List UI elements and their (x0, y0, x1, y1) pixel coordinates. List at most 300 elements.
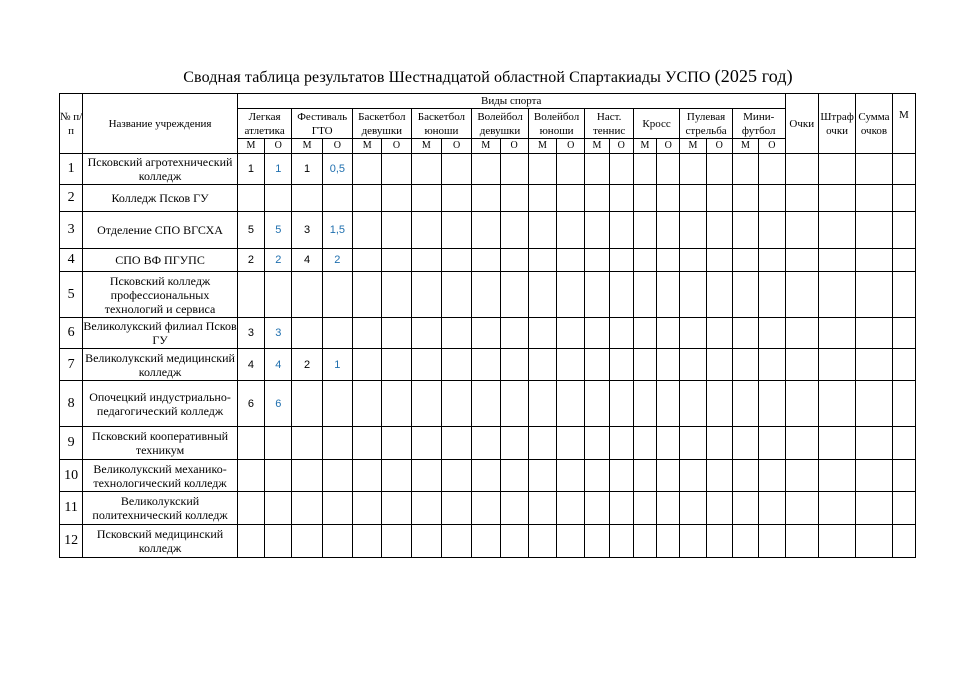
results-table (59, 93, 916, 558)
penalty-total-cell (818, 272, 855, 318)
points-cell (265, 525, 292, 558)
place-cell (732, 381, 758, 427)
place-cell (411, 318, 441, 349)
row-number: 4 (60, 249, 83, 272)
header-m: М (680, 139, 706, 154)
points-cell (382, 318, 411, 349)
place-cell (472, 460, 500, 492)
points-cell (657, 427, 680, 460)
institution-name: Колледж Псков ГУ (83, 185, 238, 212)
place-cell (472, 427, 500, 460)
place-cell (585, 492, 609, 525)
header-sum: Сумма очков (856, 94, 892, 154)
points-cell (609, 249, 633, 272)
points-cell (657, 249, 680, 272)
points-cell (557, 381, 585, 427)
points-cell (557, 272, 585, 318)
points-cell (609, 525, 633, 558)
place-cell (585, 525, 609, 558)
title-text: Сводная таблица результатов Шестнадцатой областной Спартакиады УСПО (183, 69, 711, 86)
points-cell (441, 492, 471, 525)
penalty-total-cell (818, 525, 855, 558)
points-cell (759, 318, 785, 349)
place-cell (353, 492, 382, 525)
points-cell (759, 212, 785, 249)
points-cell (609, 349, 633, 381)
row-number: 11 (60, 492, 83, 525)
points-cell (382, 492, 411, 525)
table-row (60, 212, 916, 249)
penalty-total-cell (818, 212, 855, 249)
points-cell (441, 460, 471, 492)
place-total-cell (892, 272, 915, 318)
points-cell (441, 427, 471, 460)
points-cell: 1 (322, 349, 352, 381)
place-cell (353, 318, 382, 349)
points-cell (657, 460, 680, 492)
place-cell (472, 349, 500, 381)
place-cell (472, 272, 500, 318)
points-cell (609, 154, 633, 185)
place-cell (680, 492, 706, 525)
points-cell (382, 427, 411, 460)
table-row (60, 154, 916, 185)
place-cell: 3 (292, 212, 322, 249)
points-cell (609, 460, 633, 492)
place-cell (732, 492, 758, 525)
points-cell (557, 212, 585, 249)
points-cell: 2 (265, 249, 292, 272)
points-cell (657, 492, 680, 525)
place-cell (411, 154, 441, 185)
points-cell (322, 185, 352, 212)
place-total-cell (892, 427, 915, 460)
place-cell (292, 272, 322, 318)
place-cell (633, 381, 656, 427)
points-cell (706, 381, 732, 427)
sum-total-cell (856, 185, 892, 212)
points-total-cell (785, 492, 818, 525)
header-o: О (657, 139, 680, 154)
table-row (60, 460, 916, 492)
place-cell (528, 212, 556, 249)
points-cell (382, 525, 411, 558)
points-cell (500, 212, 528, 249)
header-m: М (528, 139, 556, 154)
points-cell (500, 525, 528, 558)
points-cell (657, 381, 680, 427)
table-row (60, 381, 916, 427)
place-cell (411, 525, 441, 558)
header-o: О (441, 139, 471, 154)
points-cell (322, 427, 352, 460)
institution-name: СПО ВФ ПГУПС (83, 249, 238, 272)
points-cell (500, 349, 528, 381)
place-cell (680, 525, 706, 558)
points-cell (441, 349, 471, 381)
points-cell (657, 525, 680, 558)
place-cell (680, 381, 706, 427)
place-cell (237, 525, 264, 558)
place-cell: 4 (292, 249, 322, 272)
points-cell (759, 185, 785, 212)
place-cell (732, 154, 758, 185)
place-cell (585, 460, 609, 492)
institution-name: Великолукский политехнический колледж (83, 492, 238, 525)
points-cell (706, 272, 732, 318)
place-total-cell (892, 318, 915, 349)
header-sport: Легкая атлетика (237, 109, 292, 139)
points-total-cell (785, 154, 818, 185)
table-row (60, 185, 916, 212)
points-cell: 4 (265, 349, 292, 381)
place-cell (353, 525, 382, 558)
place-cell (353, 427, 382, 460)
place-cell (292, 427, 322, 460)
points-cell (557, 154, 585, 185)
points-cell (500, 460, 528, 492)
points-total-cell (785, 427, 818, 460)
points-cell (706, 185, 732, 212)
place-cell (680, 349, 706, 381)
place-cell (528, 249, 556, 272)
points-cell (441, 272, 471, 318)
points-cell (706, 318, 732, 349)
points-cell (609, 212, 633, 249)
place-cell (585, 272, 609, 318)
place-total-cell (892, 185, 915, 212)
place-cell (411, 272, 441, 318)
points-cell (657, 185, 680, 212)
place-cell (528, 349, 556, 381)
points-cell (441, 318, 471, 349)
place-cell (680, 212, 706, 249)
points-cell (759, 525, 785, 558)
sum-total-cell (856, 349, 892, 381)
header-sports-group: Виды спорта (237, 94, 785, 109)
points-cell: 1 (265, 154, 292, 185)
place-total-cell (892, 212, 915, 249)
points-total-cell (785, 212, 818, 249)
place-cell (472, 249, 500, 272)
points-cell (706, 249, 732, 272)
header-sport: Волейбол юноши (528, 109, 585, 139)
header-m: М (411, 139, 441, 154)
points-cell (557, 185, 585, 212)
header-sport: Кросс (633, 109, 679, 139)
points-cell (500, 381, 528, 427)
points-cell (557, 349, 585, 381)
place-cell (680, 427, 706, 460)
table-row (60, 249, 916, 272)
row-number: 6 (60, 318, 83, 349)
place-cell (411, 185, 441, 212)
place-cell (292, 525, 322, 558)
points-cell (759, 272, 785, 318)
place-cell (237, 460, 264, 492)
points-cell (500, 185, 528, 212)
place-cell (411, 427, 441, 460)
points-cell (265, 185, 292, 212)
points-cell (609, 492, 633, 525)
place-cell (411, 492, 441, 525)
points-cell (322, 492, 352, 525)
points-cell (609, 185, 633, 212)
sum-total-cell (856, 492, 892, 525)
points-cell (657, 318, 680, 349)
place-cell (732, 272, 758, 318)
header-sport: Волейбол девушки (472, 109, 529, 139)
points-total-cell (785, 249, 818, 272)
table-row (60, 318, 916, 349)
row-number: 12 (60, 525, 83, 558)
place-cell (237, 492, 264, 525)
points-cell (609, 318, 633, 349)
header-sport: Баскетбол девушки (353, 109, 412, 139)
institution-name: Отделение СПО ВГСХА (83, 212, 238, 249)
points-cell (500, 249, 528, 272)
points-cell (759, 249, 785, 272)
penalty-total-cell (818, 381, 855, 427)
place-cell (472, 185, 500, 212)
place-cell (353, 185, 382, 212)
place-cell (237, 272, 264, 318)
sum-total-cell (856, 272, 892, 318)
points-cell (441, 212, 471, 249)
header-o: О (265, 139, 292, 154)
place-cell (237, 185, 264, 212)
points-cell (382, 381, 411, 427)
points-total-cell (785, 349, 818, 381)
place-cell (633, 427, 656, 460)
points-cell (657, 349, 680, 381)
points-total-cell (785, 272, 818, 318)
points-cell (706, 212, 732, 249)
place-cell (353, 381, 382, 427)
place-cell (680, 185, 706, 212)
header-o: О (382, 139, 411, 154)
header-sport: Фестиваль ГТО (292, 109, 353, 139)
points-cell (265, 492, 292, 525)
penalty-total-cell (818, 185, 855, 212)
place-cell (633, 212, 656, 249)
place-cell (528, 525, 556, 558)
place-cell (472, 154, 500, 185)
place-cell (472, 492, 500, 525)
header-o: О (759, 139, 785, 154)
header-o: О (500, 139, 528, 154)
institution-name: Псковский колледж профессиональных технологий и сервиса (83, 272, 238, 318)
place-cell (472, 212, 500, 249)
place-cell (237, 427, 264, 460)
points-cell: 2 (322, 249, 352, 272)
points-cell (706, 460, 732, 492)
table-row (60, 272, 916, 318)
institution-name: Великолукский механико-технологический колледж (83, 460, 238, 492)
header-m: М (353, 139, 382, 154)
place-cell (292, 381, 322, 427)
place-cell (411, 212, 441, 249)
place-cell (585, 318, 609, 349)
header-o: О (557, 139, 585, 154)
header-name: Название учреждения (83, 94, 238, 154)
row-number: 9 (60, 427, 83, 460)
place-cell: 1 (292, 154, 322, 185)
points-cell (322, 460, 352, 492)
place-cell (633, 249, 656, 272)
place-cell: 2 (292, 349, 322, 381)
place-cell (472, 525, 500, 558)
place-total-cell (892, 492, 915, 525)
place-cell (633, 154, 656, 185)
points-cell (706, 492, 732, 525)
points-cell (500, 272, 528, 318)
place-cell: 1 (237, 154, 264, 185)
header-o: О (322, 139, 352, 154)
place-cell (633, 272, 656, 318)
place-cell (732, 525, 758, 558)
place-cell (732, 212, 758, 249)
points-cell (759, 154, 785, 185)
sum-total-cell (856, 525, 892, 558)
title-year: (2025 год) (714, 66, 793, 86)
points-total-cell (785, 318, 818, 349)
place-total-cell (892, 249, 915, 272)
penalty-total-cell (818, 427, 855, 460)
place-cell (732, 427, 758, 460)
header-penalty: Штраф очки (818, 94, 855, 154)
points-cell (382, 349, 411, 381)
row-number: 1 (60, 154, 83, 185)
place-cell (353, 249, 382, 272)
header-o: О (609, 139, 633, 154)
table-row (60, 427, 916, 460)
place-cell (528, 318, 556, 349)
header-num: № п/п (60, 94, 83, 154)
header-m: М (585, 139, 609, 154)
points-cell (382, 460, 411, 492)
penalty-total-cell (818, 492, 855, 525)
points-cell (759, 460, 785, 492)
place-cell (633, 460, 656, 492)
header-sport: Мини-футбол (732, 109, 785, 139)
points-cell (382, 154, 411, 185)
header-sport: Наст. теннис (585, 109, 634, 139)
place-cell (680, 272, 706, 318)
place-cell: 5 (237, 212, 264, 249)
penalty-total-cell (818, 249, 855, 272)
place-total-cell (892, 154, 915, 185)
place-cell (411, 460, 441, 492)
header-m: М (292, 139, 322, 154)
table-row (60, 349, 916, 381)
place-cell: 2 (237, 249, 264, 272)
points-cell (441, 154, 471, 185)
points-cell (382, 185, 411, 212)
place-cell (292, 185, 322, 212)
header-m: М (472, 139, 500, 154)
place-cell (585, 427, 609, 460)
header-m: М (732, 139, 758, 154)
sum-total-cell (856, 427, 892, 460)
place-total-cell (892, 525, 915, 558)
header-o: О (706, 139, 732, 154)
row-number: 5 (60, 272, 83, 318)
points-cell (441, 249, 471, 272)
points-cell (609, 427, 633, 460)
points-cell (759, 427, 785, 460)
institution-name: Псковский кооперативный техникум (83, 427, 238, 460)
points-cell (382, 249, 411, 272)
points-cell (500, 154, 528, 185)
points-cell (322, 381, 352, 427)
points-cell (441, 525, 471, 558)
place-cell (411, 349, 441, 381)
sum-total-cell (856, 212, 892, 249)
place-cell (633, 349, 656, 381)
place-cell (292, 460, 322, 492)
place-cell (353, 460, 382, 492)
header-sport: Пулевая стрельба (680, 109, 733, 139)
document-title (0, 66, 976, 87)
sum-total-cell (856, 154, 892, 185)
place-cell (528, 492, 556, 525)
points-cell (657, 154, 680, 185)
place-cell (472, 381, 500, 427)
place-cell (528, 272, 556, 318)
place-cell (633, 525, 656, 558)
place-cell (585, 212, 609, 249)
points-cell (557, 492, 585, 525)
points-cell (609, 272, 633, 318)
place-cell (528, 427, 556, 460)
points-cell (706, 525, 732, 558)
place-cell (411, 381, 441, 427)
place-cell (585, 185, 609, 212)
points-cell (322, 525, 352, 558)
institution-name: Великолукский филиал Псков ГУ (83, 319, 237, 347)
place-cell (732, 349, 758, 381)
place-total-cell (892, 349, 915, 381)
points-total-cell (785, 525, 818, 558)
points-total-cell (785, 460, 818, 492)
points-total-cell (785, 185, 818, 212)
points-cell (657, 212, 680, 249)
place-cell (633, 185, 656, 212)
points-cell (500, 318, 528, 349)
place-cell (353, 272, 382, 318)
place-cell (292, 492, 322, 525)
penalty-total-cell (818, 154, 855, 185)
header-sport: Баскетбол юноши (411, 109, 472, 139)
points-cell (382, 272, 411, 318)
place-cell (353, 154, 382, 185)
place-cell (680, 460, 706, 492)
points-cell (609, 381, 633, 427)
place-cell (585, 381, 609, 427)
place-cell (585, 349, 609, 381)
points-cell (759, 492, 785, 525)
points-cell (441, 381, 471, 427)
header-place: М (892, 94, 915, 154)
place-cell (732, 460, 758, 492)
points-cell (500, 492, 528, 525)
row-number: 10 (60, 460, 83, 492)
place-cell (680, 318, 706, 349)
institution-name: Псковский медицинский колледж (83, 525, 238, 558)
points-cell (322, 272, 352, 318)
penalty-total-cell (818, 318, 855, 349)
